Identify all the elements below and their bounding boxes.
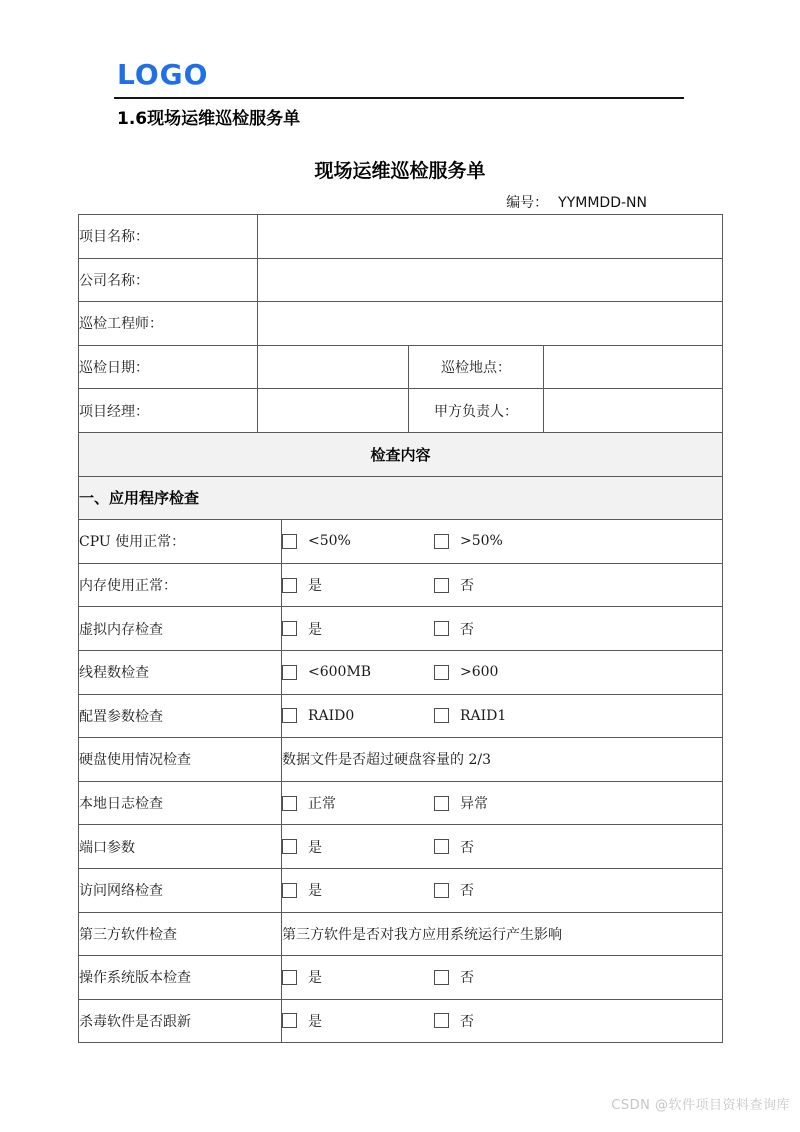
input-cell[interactable] — [258, 389, 409, 433]
doc-number-label: 编号： — [506, 195, 549, 211]
checkbox-option — [282, 575, 434, 595]
checkbox-option — [282, 708, 434, 724]
field-label: 项目经理： — [79, 389, 258, 433]
checkbox-label: >600 — [460, 664, 499, 681]
input-cell[interactable] — [258, 302, 723, 346]
checkbox-option — [434, 793, 488, 813]
checkbox-label: <600MB — [308, 664, 372, 681]
check-options-cell — [282, 825, 723, 869]
checkbox-label: 否 — [460, 1013, 474, 1030]
input-cell[interactable] — [544, 389, 723, 433]
checkbox-icon[interactable] — [434, 883, 449, 898]
company-logo: LOGO — [117, 58, 209, 91]
checkbox-icon[interactable] — [282, 839, 297, 854]
section-heading: 1.6现场运维巡检服务单 — [117, 109, 301, 129]
checkbox-label: 否 — [460, 839, 474, 856]
table-row — [79, 825, 723, 869]
checkbox-icon[interactable] — [282, 578, 297, 593]
checkbox-option — [434, 664, 498, 680]
table-row — [79, 302, 723, 346]
check-options-cell — [282, 956, 723, 1000]
checkbox-label: 异常 — [460, 796, 488, 813]
checkbox-label: RAID1 — [460, 707, 507, 724]
options-group — [282, 708, 722, 724]
field-label: 项目名称： — [79, 215, 258, 259]
checkbox-option — [282, 837, 434, 857]
check-item-label: 配置参数检查 — [79, 694, 282, 738]
check-item-label: 虚拟内存检查 — [79, 607, 282, 651]
note-cell: 数据文件是否超过硬盘容量的 2/3 — [282, 738, 723, 782]
table-row — [79, 520, 723, 564]
table-row — [79, 781, 723, 825]
checkbox-label: 否 — [460, 883, 474, 900]
checkbox-label: >50% — [460, 533, 503, 550]
options-group — [282, 619, 722, 639]
input-cell[interactable] — [258, 258, 723, 302]
checkbox-label: 是 — [308, 1013, 322, 1030]
checkbox-label: 否 — [460, 578, 474, 595]
table-row — [79, 345, 723, 389]
check-options-cell — [282, 781, 723, 825]
table-row — [79, 999, 723, 1043]
table-row — [79, 868, 723, 912]
options-group — [282, 664, 722, 680]
checkbox-icon[interactable] — [282, 1013, 297, 1028]
check-item-label: 硬盘使用情况检查 — [79, 738, 282, 782]
options-group — [282, 575, 722, 595]
check-options-cell — [282, 868, 723, 912]
table-row — [79, 215, 723, 259]
check-options-cell — [282, 563, 723, 607]
table-section-header: 检查内容 — [79, 432, 723, 476]
field-label: 巡检日期： — [79, 345, 258, 389]
table-row — [79, 912, 723, 956]
check-item-label: CPU 使用正常： — [79, 520, 282, 564]
table-row — [79, 607, 723, 651]
checkbox-icon[interactable] — [434, 708, 449, 723]
checkbox-option — [434, 619, 474, 639]
check-options-cell — [282, 650, 723, 694]
table-row — [79, 694, 723, 738]
field-label: 巡检工程师： — [79, 302, 258, 346]
checkbox-option — [282, 793, 434, 813]
checkbox-icon[interactable] — [434, 796, 449, 811]
field-label: 公司名称： — [79, 258, 258, 302]
checkbox-option — [282, 967, 434, 987]
checkbox-option — [434, 880, 474, 900]
checkbox-option — [434, 575, 474, 595]
options-group — [282, 837, 722, 857]
table-row — [79, 650, 723, 694]
checkbox-label: 是 — [308, 883, 322, 900]
table-row — [79, 476, 723, 520]
table-row — [79, 563, 723, 607]
check-options-cell — [282, 694, 723, 738]
checkbox-icon[interactable] — [282, 534, 297, 549]
field-label: 甲方负责人： — [409, 389, 544, 433]
checkbox-icon[interactable] — [434, 1013, 449, 1028]
checkbox-option — [282, 1011, 434, 1031]
checkbox-icon[interactable] — [282, 970, 297, 985]
checkbox-option — [434, 967, 474, 987]
check-item-label: 端口参数 — [79, 825, 282, 869]
options-group — [282, 967, 722, 987]
checkbox-icon[interactable] — [282, 883, 297, 898]
inspection-form-table — [78, 214, 723, 1043]
checkbox-icon[interactable] — [282, 621, 297, 636]
check-options-cell — [282, 607, 723, 651]
check-options-cell — [282, 999, 723, 1043]
checkbox-label: RAID0 — [308, 707, 355, 724]
checkbox-label: <50% — [308, 533, 351, 550]
input-cell[interactable] — [258, 215, 723, 259]
note-cell: 第三方软件是否对我方应用系统运行产生影响 — [282, 912, 723, 956]
checkbox-icon[interactable] — [282, 708, 297, 723]
check-item-label: 第三方软件检查 — [79, 912, 282, 956]
checkbox-option — [282, 533, 434, 549]
checkbox-option — [434, 533, 503, 549]
check-item-label: 操作系统版本检查 — [79, 956, 282, 1000]
input-cell[interactable] — [544, 345, 723, 389]
checkbox-label: 否 — [460, 970, 474, 987]
check-item-label: 访问网络检查 — [79, 868, 282, 912]
table-row — [79, 432, 723, 476]
options-group — [282, 1011, 722, 1031]
options-group — [282, 793, 722, 813]
checkbox-label: 是 — [308, 621, 322, 638]
checkbox-label: 正常 — [308, 796, 336, 813]
doc-number-value: YYMMDD-NN — [558, 195, 647, 211]
check-item-label: 本地日志检查 — [79, 781, 282, 825]
input-cell[interactable] — [258, 345, 409, 389]
checkbox-label: 是 — [308, 578, 322, 595]
checkbox-icon[interactable] — [282, 665, 297, 680]
field-label: 巡检地点： — [409, 345, 544, 389]
checkbox-icon[interactable] — [434, 970, 449, 985]
check-item-label: 内存使用正常： — [79, 563, 282, 607]
table-row — [79, 956, 723, 1000]
options-group — [282, 533, 722, 549]
doc-number — [506, 192, 647, 212]
options-group — [282, 880, 722, 900]
checkbox-label: 是 — [308, 970, 322, 987]
checkbox-label: 是 — [308, 839, 322, 856]
checkbox-option — [282, 880, 434, 900]
checkbox-icon[interactable] — [434, 839, 449, 854]
check-item-label: 杀毒软件是否跟新 — [79, 999, 282, 1043]
checkbox-option — [434, 1011, 474, 1031]
table-row — [79, 738, 723, 782]
table-row — [79, 389, 723, 433]
checkbox-label: 否 — [460, 621, 474, 638]
checkbox-icon[interactable] — [434, 621, 449, 636]
checkbox-icon[interactable] — [434, 534, 449, 549]
checkbox-option — [282, 664, 434, 680]
checkbox-option — [434, 708, 506, 724]
watermark: CSDN @软件项目资料查询库 — [611, 1098, 790, 1113]
checkbox-icon[interactable] — [434, 578, 449, 593]
check-item-label: 线程数检查 — [79, 650, 282, 694]
header-divider — [114, 97, 684, 99]
checkbox-option — [282, 619, 434, 639]
table-row — [79, 258, 723, 302]
table-subsection-header: 一、应用程序检查 — [79, 476, 723, 520]
form-title: 现场运维巡检服务单 — [314, 160, 486, 182]
checkbox-icon[interactable] — [282, 796, 297, 811]
checkbox-option — [434, 837, 474, 857]
check-options-cell — [282, 520, 723, 564]
checkbox-icon[interactable] — [434, 665, 449, 680]
